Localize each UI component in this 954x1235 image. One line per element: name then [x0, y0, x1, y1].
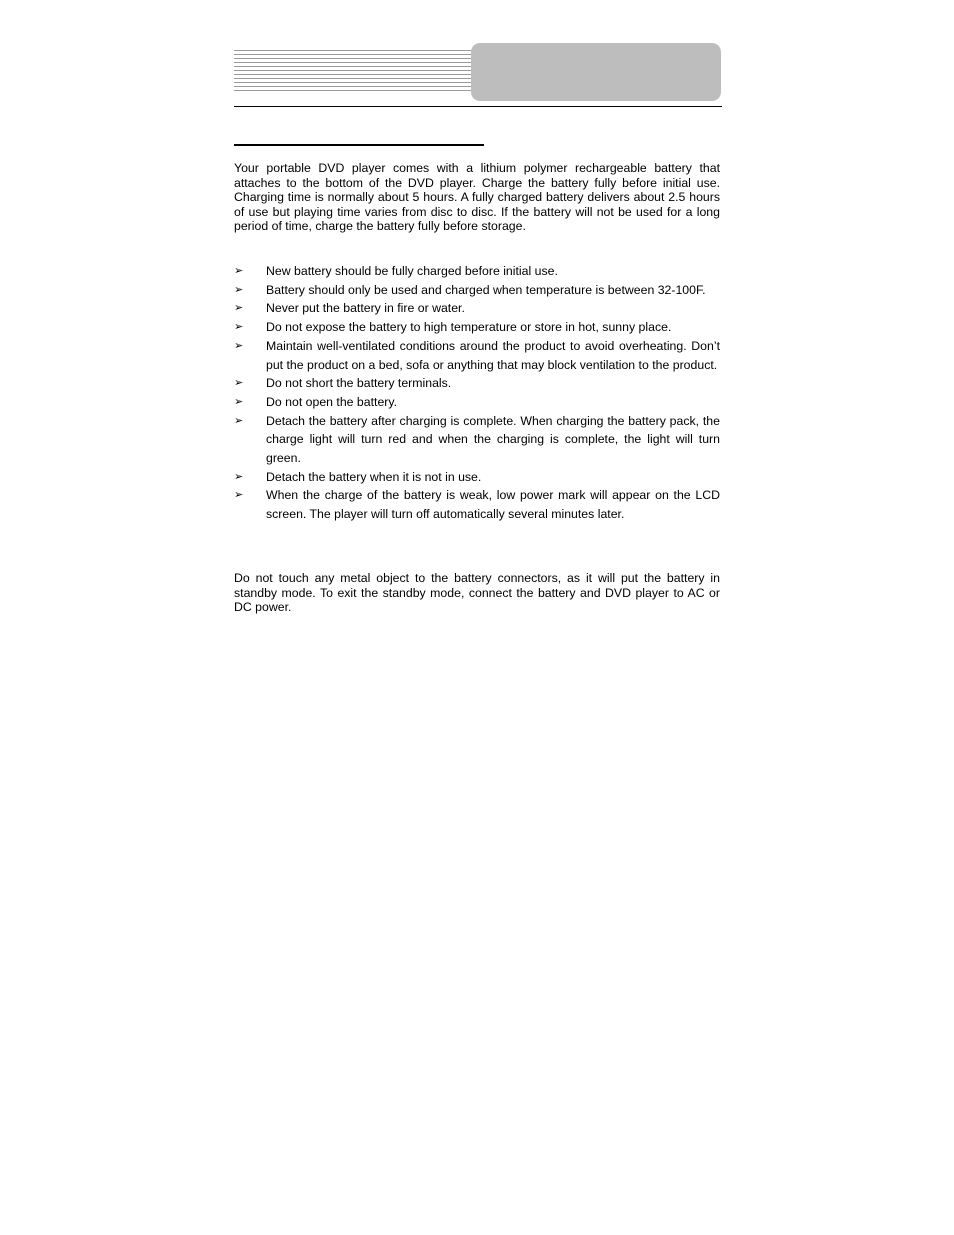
header-tab	[471, 43, 721, 101]
arrow-bullet-icon: ➢	[234, 413, 244, 427]
list-item	[234, 486, 720, 523]
list-item	[234, 281, 720, 300]
intro-paragraph: Your portable DVD player comes with a lithium polymer rechargeable battery that attaches to the bottom of the DVD player. Charge the battery fully before initial use. Charging time is normally about 5 hours. A fully charged battery delivers about 2.5 hours of use but playing time varies from disc to disc. If the battery will not be used for a long period of time, charge the battery fully before storage.	[234, 161, 720, 234]
arrow-bullet-icon: ➢	[234, 301, 244, 315]
list-item	[234, 318, 720, 337]
arrow-bullet-icon: ➢	[234, 469, 244, 483]
list-item-text: Do not short the battery terminals.	[266, 376, 452, 391]
arrow-bullet-icon: ➢	[234, 394, 244, 408]
list-item-text: Detach the battery when it is not in use.	[266, 469, 482, 484]
arrow-bullet-icon: ➢	[234, 264, 244, 277]
list-item	[234, 393, 720, 412]
list-item-text: Battery should only be used and charged when temperature is between 32-100F.	[266, 282, 706, 297]
arrow-bullet-icon: ➢	[234, 282, 244, 296]
list-item	[234, 262, 720, 281]
list-item-text: Do not expose the battery to high temperature or store in hot, sunny place.	[266, 320, 672, 335]
list-item-text: Never put the battery in fire or water.	[266, 301, 465, 316]
list-item	[234, 337, 720, 374]
arrow-bullet-icon: ➢	[234, 376, 244, 390]
list-item-text: New battery should be fully charged before initial use.	[266, 264, 558, 278]
list-item-text: Detach the battery after charging is complete. When charging the battery pack, the charge light will turn red and when the charging is complete, the light will turn green.	[266, 413, 720, 466]
list-item	[234, 468, 720, 487]
list-item-text: When the charge of the battery is weak, low power mark will appear on the LCD screen. The player will turn off automatically several minutes later.	[266, 488, 720, 522]
list-item	[234, 299, 720, 318]
arrow-bullet-icon: ➢	[234, 320, 244, 334]
standby-note-paragraph: Do not touch any metal object to the battery connectors, as it will put the battery in standby mode. To exit the standby mode, connect the battery and DVD player to AC or DC power.	[234, 571, 720, 615]
section-heading-rule	[234, 144, 484, 146]
header-rule	[234, 106, 722, 107]
list-item-text: Do not open the battery.	[266, 394, 398, 409]
list-item	[234, 412, 720, 468]
header-decorative-lines	[234, 50, 472, 94]
arrow-bullet-icon: ➢	[234, 338, 244, 352]
list-item	[234, 374, 720, 393]
battery-precautions-list	[234, 262, 720, 524]
list-item-text: Maintain well-ventilated conditions around the product to avoid overheating. Don’t put the product on a bed, sofa or anything that may block ventilation to the product.	[266, 338, 720, 372]
arrow-bullet-icon: ➢	[234, 488, 244, 502]
